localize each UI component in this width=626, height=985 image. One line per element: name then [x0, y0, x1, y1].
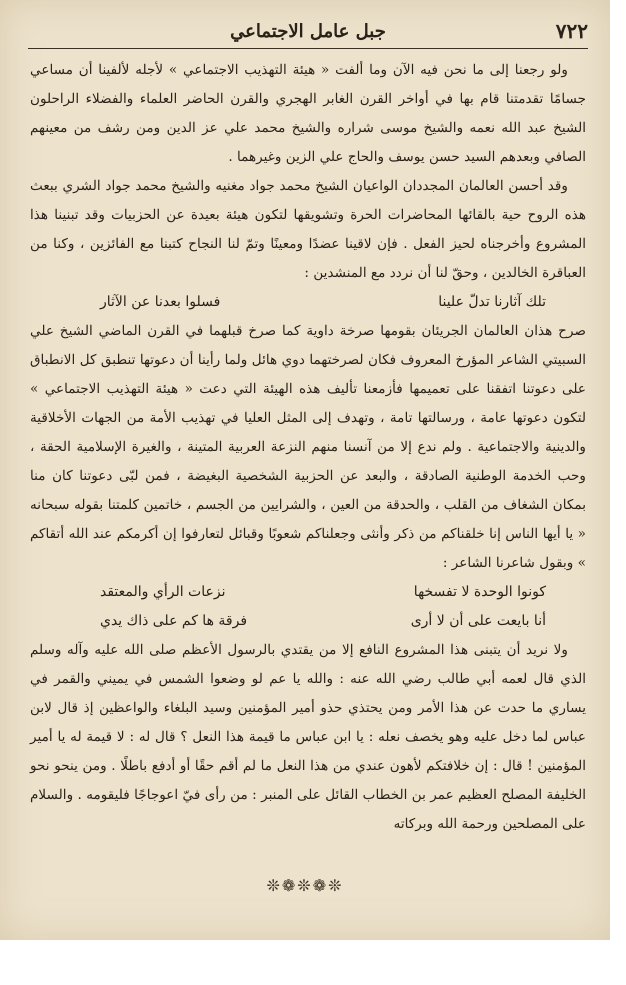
page-number: ٧٢٢: [555, 19, 588, 43]
paragraph-3: صرح هذان العالمان الجريئان بقومها صرخة داوية كما صرخ قبلهما في القرن الماضي الشيخ علي السبيتي الشاعر المؤرخ المعروف فكان لصرختهما دوي هائل ولما رأينا أن دعوتها تنطبق كل الانطباق على دعوتنا اتفقنا على تعميمها فأزمعنا تأليف هذه الهيئة التي دعت « هيئة التهذيب الاجتماعي » لتكون دعوتها عامة ، ورسالتها تامة ، وتهدف إلى المثل العليا في تهذيب الأمة من الجهات الأخلاقية والدينية والاجتماعية . ولم ندع إلا من آنسنا منهم النزعة العربية المتينة ، والغيرة الإسلامية الحقة ، وحب الخدمة الوطنية الصادقة ، والبعد عن الحزبية الشخصية البغيضة ، فمن لبّى دعوتنا كان منا بمكان الشغاف من القلب ، والحدقة من العين ، والشرايين من الجسم ، خاتمين كلمتنا بقوله سبحانه « يا أيها الناس إنا خلقناكم من ذكر وأنثى وجعلناكم شعوبًا وقبائل لتعارفوا إن أكرمكم عند الله أتقاكم » وبقول شاعرنا الشاعر :: [30, 323, 587, 571]
running-title: جبل عامل الاجتماعي: [230, 20, 386, 42]
verse-line-2: [30, 578, 586, 607]
paragraph-1: ولو رجعنا إلى ما نحن فيه الآن وما ألفت « هيئة التهذيب الاجتماعي » لأجله لألفينا أن مساعي جسامًا تقدمتنا قام بها في أواخر القرن الغابر الهجري والقرن الحاضر العلماء والفضلاء الراحلون الشيخ عبد الله نعمه والشيخ موسى شراره والشيخ محمد علي عز الدين ومن رشف من معينهم الصافي وبعدهم السيد حسن يوسف والحاج علي الزين وغيرهما .: [30, 62, 586, 165]
verse-line-1: [30, 288, 586, 317]
closing-ornament: ❊❁❊❁❊: [266, 876, 344, 895]
verse-1-second-hemistich: فسلوا بعدنا عن الآثار: [100, 294, 221, 310]
verse-3-second-hemistich: فرقة ها كم على ذاك يدي: [100, 613, 248, 629]
verse-2-second-hemistich: نزعات الرأي والمعتقد: [100, 584, 226, 600]
verse-2-first-hemistich: كونوا الوحدة لا تفسخها: [413, 584, 546, 600]
body-text: [30, 56, 586, 839]
paragraph-4: ولا نريد أن يتبنى هذا المشروع النافع إلا من يقتدي بالرسول الأعظم صلى الله عليه وآله وسلم الذي قال لعمه أبي طالب رضي الله عنه : والله يا عم لو وضعوا الشمس في يميني والقمر في يساري ما حدت عن هذا الأمر ومن يحتذي حذو أمير المؤمنين وسيد البلغاء والواعظين إذ قال لابن عباس لما دخل عليه وهو يخصف نعله : يا ابن عباس ما قيمة هذا النعل ؟ قال له : لا قيمة له يا أمير المؤمنين ! قال : إن خلافتكم لأهون عندي من هذا النعل ما لم أقم حقًا أو أدفع باطلًا . ومن ينحو نحو الخليفة المصلح العظيم عمر بن الخطاب القائل على المنبر : من رأى فيّ اعوجاجًا فليقومه . والسلام على المصلحين ورحمة الله وبركاته: [30, 642, 586, 832]
page-header: [28, 14, 588, 49]
verse-1-first-hemistich: تلك آثارنا تدلّ علينا: [438, 294, 546, 310]
paragraph-2: وقد أحسن العالمان المجددان الواعيان الشيخ محمد جواد مغنيه والشيخ محمد جواد الشري ببعث هذه الروح حية بالقائها المحاضرات الحرة وتشويقها لتكون هيئة بعيدة عن الحزبيات وقد تبنينا هذا المشروع وأخرجناه لحيز الفعل . فإن لاقينا عضدًا ومعينًا وتمّ لنا النجاح كتبنا مع الفائزين ، وكنا من العباقرة الخالدين ، وحقّ لنا أن نردد مع المنشدين :: [30, 178, 586, 281]
verse-3-first-hemistich: أنا بايعت على أن لا أرى: [410, 613, 546, 629]
verse-line-3: [30, 607, 586, 636]
